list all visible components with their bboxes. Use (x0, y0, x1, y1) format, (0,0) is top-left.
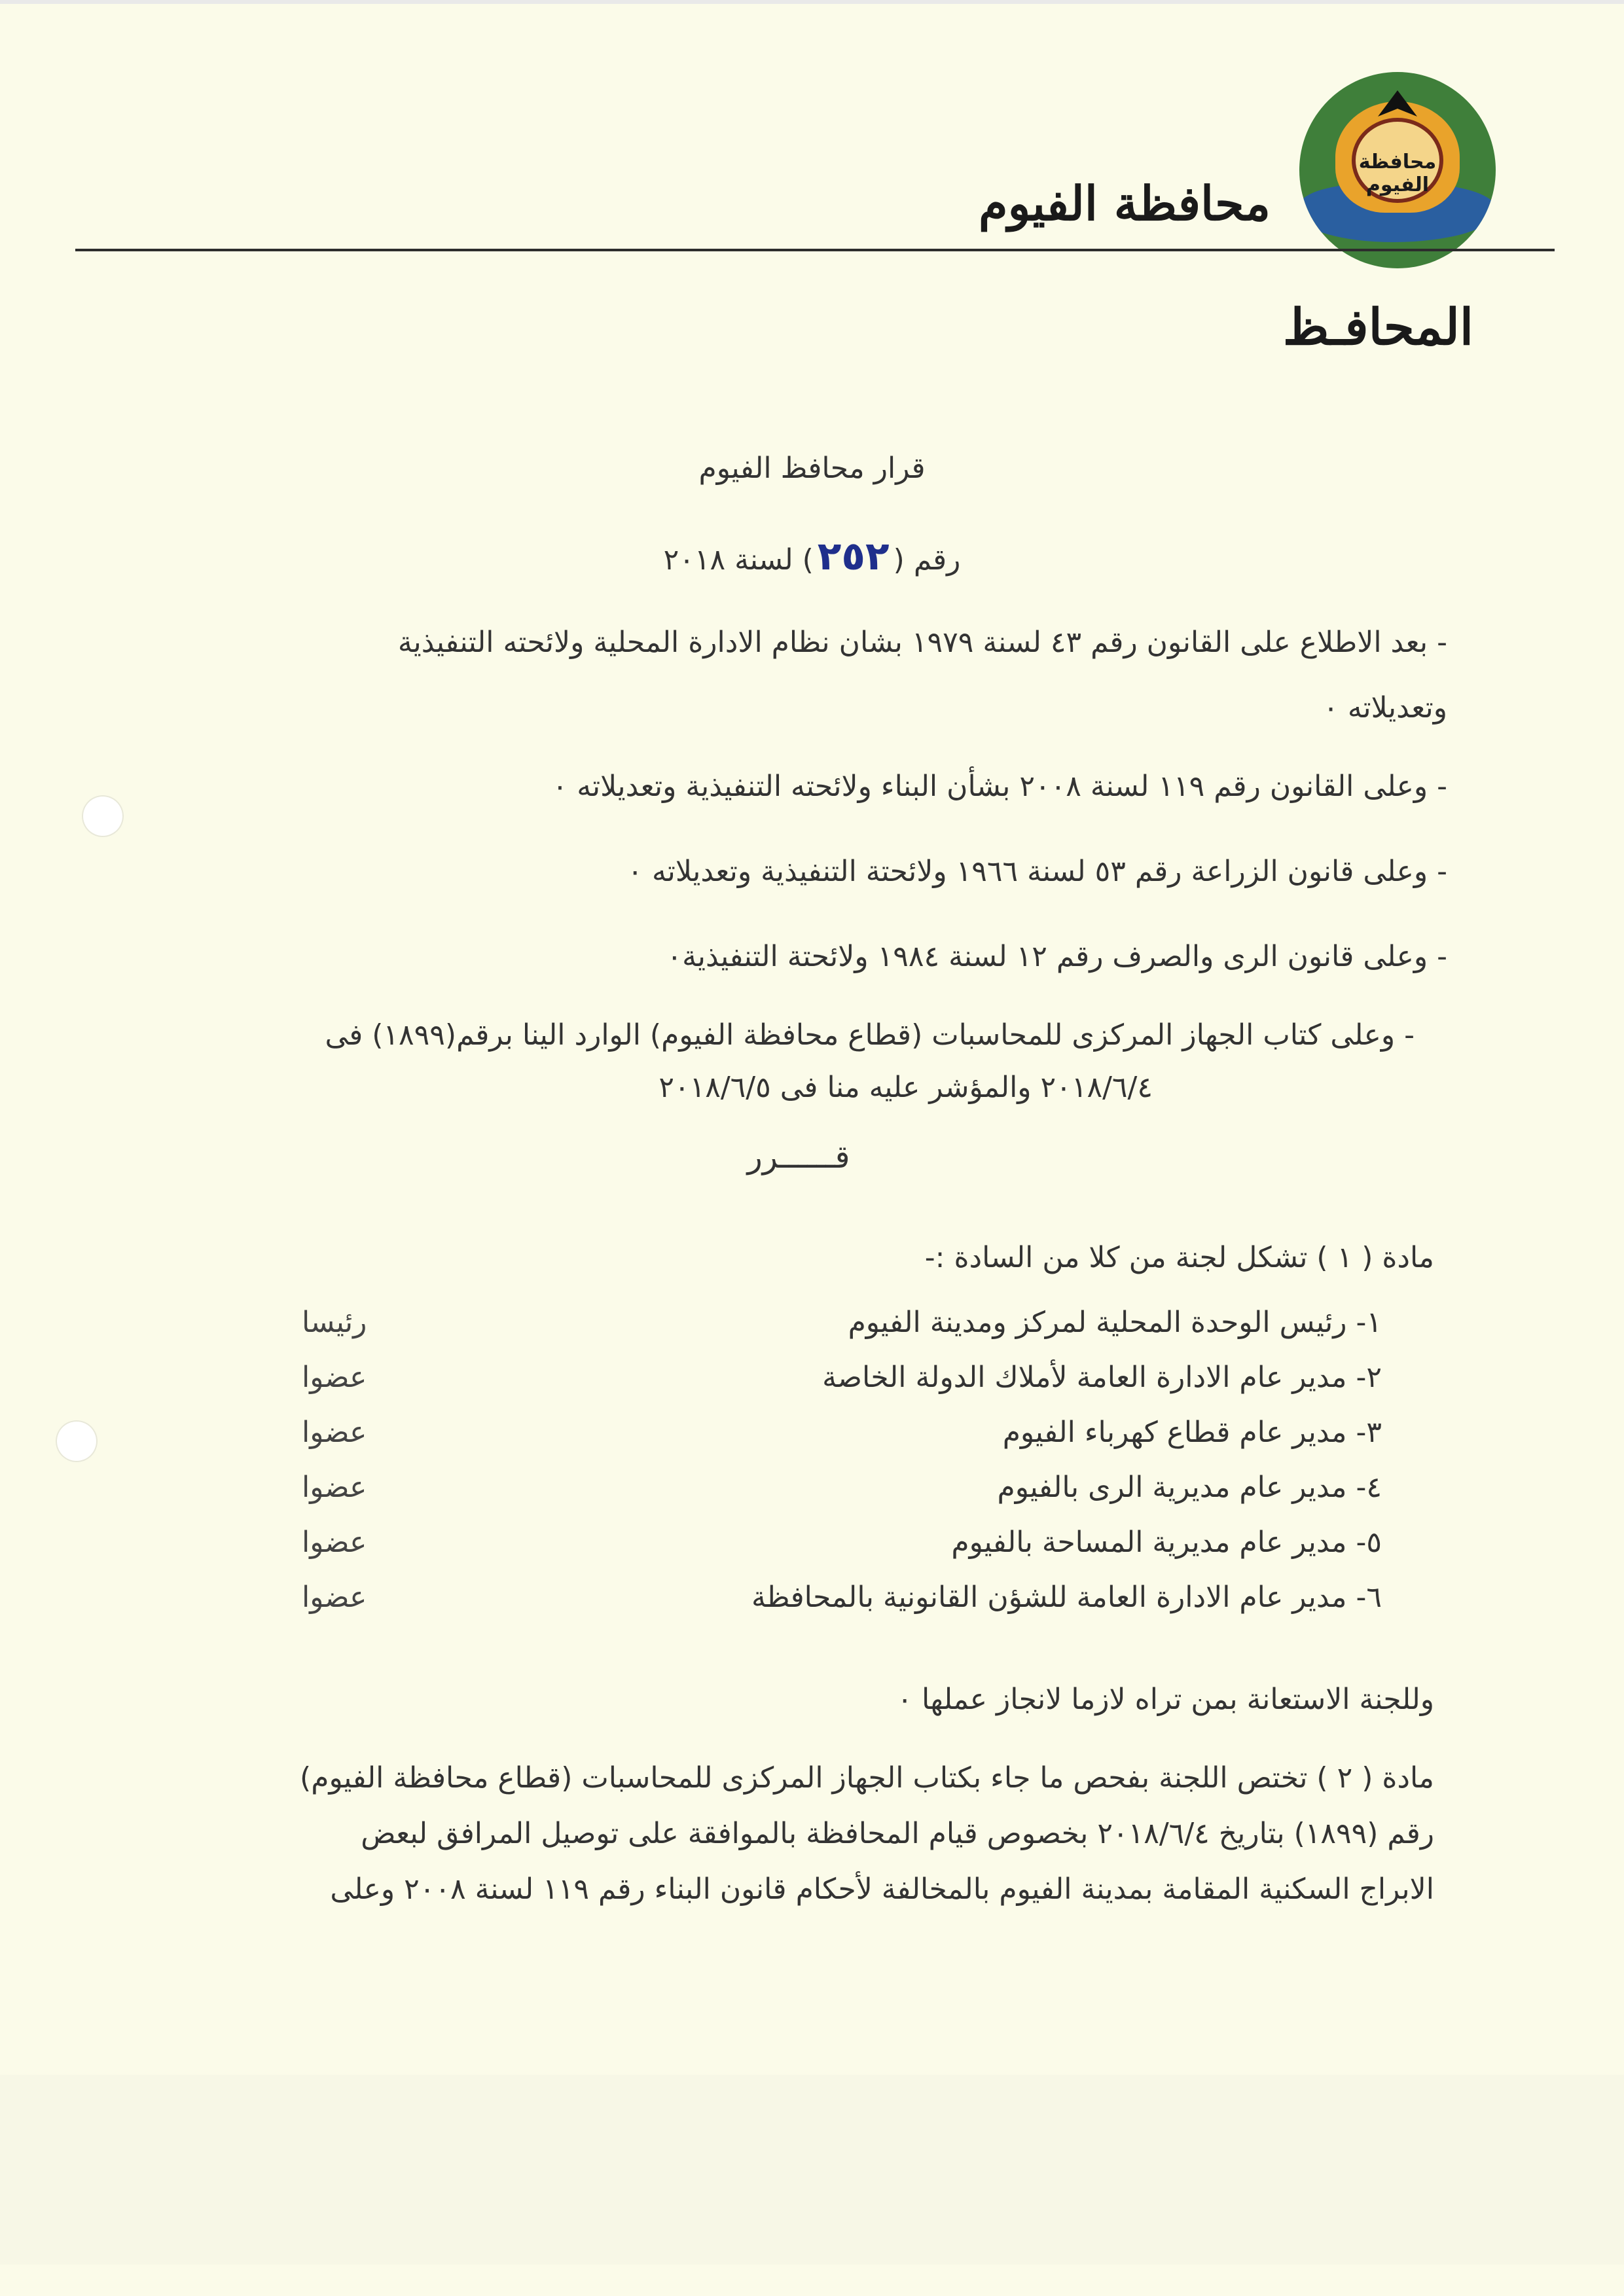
member-role: عضوا (302, 1361, 367, 1394)
member-role: رئيسا (302, 1306, 367, 1339)
preamble-line: - وعلى قانون الزراعة رقم ٥٣ لسنة ١٩٦٦ ولائحتة التنفيذية وتعديلاته ٠ (627, 855, 1447, 888)
article2-line: مادة ( ٢ ) تختص اللجنة بفحص ما جاء بكتاب الجهاز المركزى للمحاسبات (قطاع محافظة الفيوم) (300, 1761, 1434, 1795)
preamble-line: وتعديلاته ٠ (1323, 691, 1447, 725)
member-row (302, 1361, 1382, 1416)
decree-number-prefix: رقم ( (893, 543, 961, 577)
member-role: عضوا (302, 1471, 367, 1504)
article2-line: الابراج السكنية المقامة بمدينة الفيوم بالمخالفة لأحكام قانون البناء رقم ١١٩ لسنة ٢٠٠٨ وعلى (330, 1873, 1434, 1906)
member-row (302, 1416, 1382, 1471)
article2-line: رقم (١٨٩٩) بتاريخ ٢٠١٨/٦/٤ بخصوص قيام المحافظة بالموافقة على توصيل المرافق لبعض (361, 1817, 1434, 1850)
member-row (302, 1581, 1382, 1636)
decree-number-handwritten: ٢٥٢ (817, 533, 890, 579)
member-row (302, 1526, 1382, 1581)
member-role: عضوا (302, 1526, 367, 1559)
decree-number-line (0, 533, 1624, 579)
decree-title: قرار محافظ الفيوم (698, 452, 926, 485)
punch-hole (82, 795, 124, 837)
member-role: عضوا (302, 1581, 367, 1614)
member-name: ٦- مدير عام الادارة العامة للشؤن القانونية بالمحافظة (751, 1581, 1382, 1614)
preamble-line: - وعلى قانون الرى والصرف رقم ١٢ لسنة ١٩٨٤ ولائحتة التنفيذية٠ (666, 940, 1447, 973)
member-row (302, 1471, 1382, 1526)
office-title: المحافـظ (1282, 298, 1473, 356)
page-bottom-area (0, 2075, 1624, 2265)
member-row (302, 1306, 1382, 1361)
article1-intro: مادة ( ١ ) تشكل لجنة من كلا من السادة :- (924, 1241, 1434, 1274)
governorate-name: محافظة الفيوم (979, 175, 1271, 231)
preamble-line: - وعلى القانون رقم ١١٩ لسنة ٢٠٠٨ بشأن البناء ولائحته التنفيذية وتعديلاته ٠ (552, 770, 1447, 803)
member-role: عضوا (302, 1416, 367, 1449)
decision-heading: قــــــرر (747, 1139, 850, 1175)
punch-hole (56, 1420, 98, 1462)
preamble-line: ٢٠١٨/٦/٤ والمؤشر عليه منا فى ٢٠١٨/٦/٥ (659, 1071, 1153, 1104)
member-name: ١- رئيس الوحدة المحلية لمركز ومدينة الفيوم (848, 1306, 1382, 1339)
decree-number-suffix: ) لسنة ٢٠١٨ (663, 543, 814, 577)
logo-text: محافظة الفيوم (1358, 151, 1437, 196)
member-name: ٤- مدير عام مديرية الرى بالفيوم (997, 1471, 1382, 1504)
preamble-line: - وعلى كتاب الجهاز المركزى للمحاسبات (قطاع محافظة الفيوم) الوارد الينا برقم(١٨٩٩) فى (325, 1018, 1415, 1052)
member-name: ٥- مدير عام مديرية المساحة بالفيوم (951, 1526, 1382, 1559)
scan-edge (0, 0, 1624, 4)
committee-members (302, 1306, 1382, 1636)
governorate-logo (1299, 72, 1496, 268)
article1-closing: وللجنة الاستعانة بمن تراه لازما لانجاز عملها ٠ (897, 1683, 1434, 1716)
member-name: ٣- مدير عام قطاع كهرباء الفيوم (1002, 1416, 1382, 1449)
header-divider (75, 249, 1555, 251)
preamble-line: - بعد الاطلاع على القانون رقم ٤٣ لسنة ١٩٧٩ بشان نظام الادارة المحلية ولائحته التنفيذية (397, 626, 1447, 659)
member-name: ٢- مدير عام الادارة العامة لأملاك الدولة الخاصة (822, 1361, 1382, 1394)
